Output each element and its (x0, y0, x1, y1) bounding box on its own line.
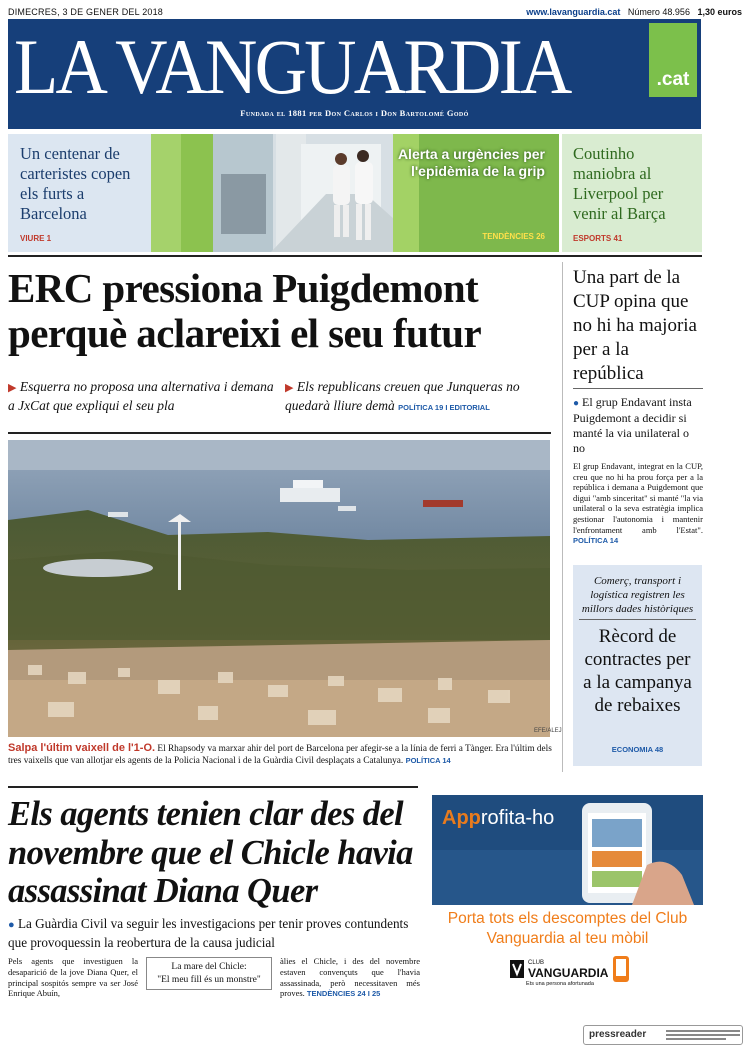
issue-number: Número 48.956 (627, 7, 690, 17)
column-divider (562, 262, 563, 772)
bullet-text: La Guàrdia Civil va seguir les investigacions per tenir proves contundents que provoquessin la reobertura de la causa judicial (8, 916, 409, 950)
section-ref[interactable]: POLÍTICA 14 (405, 756, 451, 766)
kicker-junqueras (285, 378, 555, 416)
body-text: El grup Endavant, integrat en la CUP, creu que no hi ha prou força per a la república i demana a Puigdemont que digui "amb sinceritat" si manté "la via unilateral o la seva estratègia implica gestionar l'autonomia i mantenir l'enfrontament amb l'Estat". (573, 461, 703, 535)
records-kicker: Comerç, transport i logística registren les millors dades històriques (581, 575, 694, 615)
masthead (8, 19, 701, 129)
kicker-text: Esquerra no proposa una alternativa i demana a JxCat que expliqui el seu pla (8, 379, 274, 413)
teaser-grip-photo[interactable] (151, 134, 559, 252)
main-headline[interactable]: ERC pressiona Puigdemont perquè aclareixi el seu futur (8, 265, 482, 356)
cat-badge: .cat (649, 23, 697, 97)
pressreader-footer[interactable] (583, 1025, 743, 1045)
records-box[interactable] (573, 565, 702, 766)
column-text: àlies el Chicle, i des del novembre estaven convençuts que l'havia assassinada, però necessitaven més proves. (280, 956, 420, 999)
teaser-coutinho[interactable] (562, 134, 702, 252)
chicle-column-3 (280, 956, 420, 1000)
caption-lead: Salpa l'últim vaixell de l'1-O. (8, 742, 156, 754)
ad-slogan: Porta tots els descomptes del Club Vanguardia al teu mòbil (447, 910, 688, 947)
section-ref[interactable]: ECONOMIA 48 (611, 745, 664, 754)
site-link[interactable]: www.lavanguardia.cat (526, 7, 621, 17)
triangle-bullet-icon: ▶ (8, 382, 17, 394)
fine-print-icon (666, 1028, 740, 1042)
edition-date: DIMECRES, 3 DE GENER DEL 2018 (8, 7, 164, 17)
club-v-icon (510, 960, 524, 978)
chicle-quote-box[interactable] (146, 957, 272, 990)
section-ref: TENDÈNCIES 26 (482, 232, 545, 241)
section-ref[interactable]: POLÍTICA 14 (573, 536, 619, 546)
ad-aprofita (442, 807, 554, 830)
chicle-column-1: Pels agents que investiguen la desaparició de la jove Diana Quer, el principal sospitós sempre va ser José Enrique Abuín, (8, 956, 138, 999)
teaser-carteristes[interactable] (8, 134, 151, 252)
photo-caption (8, 742, 556, 768)
photo-credit: EFE/ALEJ (534, 728, 562, 734)
ad-app-rest: rofita-ho (480, 807, 555, 829)
price: 1,30 euros (697, 7, 742, 17)
section-ref[interactable]: POLÍTICA 19 I EDITORIAL (398, 403, 490, 412)
chicle-bullet (8, 915, 418, 951)
section-ref: ESPORTS 41 (573, 234, 623, 243)
teaser-text: Un centenar de carteristes copen els furts a Barcelona (20, 144, 131, 223)
quote-line-1: La mare del Chicle: (171, 962, 247, 972)
ad-app-accent: App (442, 807, 481, 829)
kicker-text: Els republicans creuen que Junqueras no quedarà lliure demà (285, 379, 520, 413)
cup-headline[interactable]: Una part de la CUP opina que no hi ha majoria per a la república (573, 267, 697, 384)
records-headline: Rècord de contractes per a la campanya de rebaixes (583, 626, 692, 716)
founded-line: Fundada el 1881 per Don Carlos i Don Bartolomé Godó (240, 108, 469, 118)
bullet-dot-icon: ● (8, 919, 15, 931)
ad-banner (432, 795, 703, 905)
club-brand: VANGUARDIA (528, 966, 609, 980)
pressreader-logo: pressreader (589, 1029, 647, 1040)
masthead-title: LA VANGUARDIA (14, 23, 570, 110)
port-barcelona-photo (8, 440, 550, 737)
teaser-text: Coutinho maniobra al Liverpool per venir al Barça (573, 144, 666, 223)
caption-body: El Rhapsody va marxar ahir del port de Barcelona per afegir-se a la línia de ferri a Tànger. Era l'últim dels tres vaixells que van allotjar els agents de la Policia Nacional i de la Guàrdia Civil desplaçats a Catalunya. (8, 744, 552, 767)
top-bar (8, 5, 742, 19)
teaser-text: Alerta a urgències per l'epidèmia de la grip (397, 146, 545, 179)
divider (573, 388, 703, 389)
quote-line-2: "El meu fill és un monstre" (157, 974, 261, 985)
divider (579, 619, 696, 620)
divider (8, 255, 702, 257)
bullet-dot-icon: ● (573, 398, 580, 409)
club-label: CLUB (528, 960, 545, 966)
bullet-text: El grup Endavant insta Puigdemont a decidir si manté la via unilateral o no (573, 395, 692, 455)
divider (8, 432, 551, 434)
kicker-esquerra (8, 378, 278, 414)
divider (8, 786, 418, 788)
cup-body (573, 461, 703, 547)
cup-bullet (573, 395, 703, 456)
section-ref: VIURE 1 (20, 234, 52, 243)
phone-icon (610, 955, 632, 983)
port-landscape-image (8, 440, 550, 737)
club-vanguardia-ad[interactable] (432, 795, 703, 1015)
chicle-headline[interactable]: Els agents tenien clar des del novembre que el Chicle havia assassinat Diana Quer (8, 795, 413, 910)
club-logo (510, 957, 630, 987)
section-ref[interactable]: TENDÈNCIES 24 I 25 (306, 989, 381, 999)
triangle-bullet-icon: ▶ (285, 382, 294, 394)
club-tagline: Ets una persona afortunada (526, 981, 594, 987)
